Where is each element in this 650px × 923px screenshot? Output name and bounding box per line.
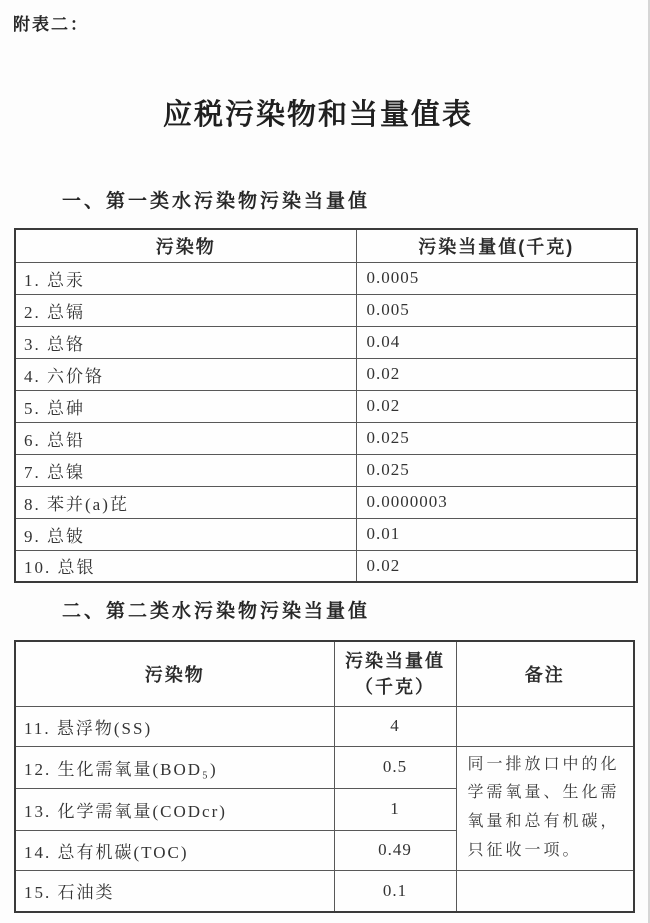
value-cell: 0.02 (356, 358, 637, 390)
table2-header-row (15, 641, 634, 706)
value-cell: 0.01 (356, 518, 637, 550)
pollutant-cell: 13. 化学需氧量(CODcr) (15, 788, 334, 830)
value-cell: 0.0000003 (356, 486, 637, 518)
section1-heading: 一、第一类水污染物污染当量值 (62, 191, 371, 212)
table-row (15, 746, 634, 788)
table-row (15, 294, 637, 326)
column-header-pollutant: 污染物 (15, 229, 356, 262)
header-value-line1: 污染当量值 (345, 650, 445, 671)
column-header-equivalent-value: 污染当量值(千克) (356, 229, 637, 262)
table-row (15, 706, 634, 746)
table-row (15, 358, 637, 390)
table-row (15, 454, 637, 486)
table1-header-row (15, 229, 637, 262)
table-row (15, 518, 637, 550)
pollutant-cell: 11. 悬浮物(SS) (15, 706, 334, 746)
table-row (15, 422, 637, 454)
remark-cell (456, 706, 634, 746)
pollutant-cell: 3. 总铬 (15, 326, 356, 358)
table-row (15, 486, 637, 518)
value-cell: 0.02 (356, 390, 637, 422)
value-cell: 4 (334, 706, 456, 746)
document-title: 应税污染物和当量值表 (162, 99, 473, 131)
header-value-line2: （千克） (355, 676, 435, 697)
value-cell: 0.1 (334, 870, 456, 912)
column-header-pollutant: 污染物 (15, 641, 334, 706)
pollutant-cell: 1. 总汞 (15, 262, 356, 294)
table-row (15, 870, 634, 912)
value-cell: 0.025 (356, 454, 637, 486)
remark-cell (456, 870, 634, 912)
pollutant-cell: 7. 总镍 (15, 454, 356, 486)
merged-remark-cell: 同一排放口中的化学需氧量、生化需氧量和总有机碳，只征收一项。 (456, 746, 634, 870)
table-row (15, 326, 637, 358)
value-cell: 0.025 (356, 422, 637, 454)
pollutant-cell: 9. 总铍 (15, 518, 356, 550)
value-cell: 0.0005 (356, 262, 637, 294)
table-class1-water-pollutants (14, 228, 638, 583)
pollutant-cell: 14. 总有机碳(TOC) (15, 830, 334, 870)
pollutant-cell: 2. 总镉 (15, 294, 356, 326)
table-class2-water-pollutants (14, 640, 635, 913)
value-cell: 0.02 (356, 550, 637, 582)
column-header-remark: 备注 (456, 641, 634, 706)
pollutant-cell: 5. 总砷 (15, 390, 356, 422)
value-cell: 0.005 (356, 294, 637, 326)
table-row (15, 390, 637, 422)
pollutant-cell: 6. 总铅 (15, 422, 356, 454)
pollutant-cell: 4. 六价铬 (15, 358, 356, 390)
table-row (15, 550, 637, 582)
section2-heading: 二、第二类水污染物污染当量值 (62, 601, 371, 622)
pollutant-cell: 10. 总银 (15, 550, 356, 582)
pollutant-cell: 15. 石油类 (15, 870, 334, 912)
column-header-equivalent-value (334, 641, 456, 706)
table-row (15, 262, 637, 294)
value-cell: 0.04 (356, 326, 637, 358)
pollutant-cell: 8. 苯并(a)芘 (15, 486, 356, 518)
pollutant-cell: 12. 生化需氧量(BOD₅) (15, 746, 334, 788)
value-cell: 0.5 (334, 746, 456, 788)
value-cell: 0.49 (334, 830, 456, 870)
appendix-label: 附表二： (13, 15, 89, 34)
value-cell: 1 (334, 788, 456, 830)
